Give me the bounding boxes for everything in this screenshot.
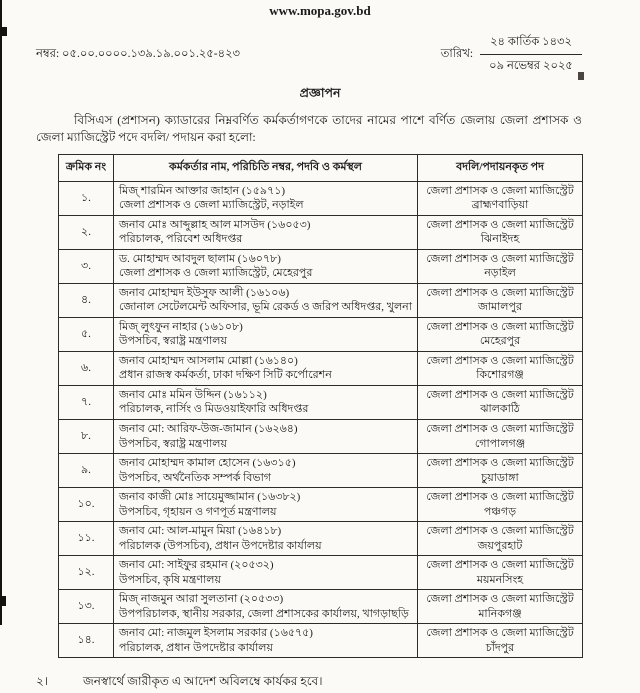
officer-cell: [114, 488, 418, 522]
posted-district: চাঁদপুর: [485, 641, 515, 654]
officer-name: মিজ্ নাজমুন আরা সুলতানা (২০৫৩৩): [119, 593, 284, 606]
officer-name: জনাব মোঃ আব্দুল্লাহ আল মাসউদ (১৬০৫৩): [119, 218, 311, 231]
serial-cell: ২.: [59, 215, 114, 249]
officer-current-post: পরিচালক, প্রধান উপদেষ্টার কার্যালয়: [119, 641, 273, 654]
officer-name: জনাব কাজী মোঃ সায়েমুজ্জামান (১৬৩৮২): [119, 491, 301, 504]
posted-district: গোপালগঞ্জ: [474, 437, 526, 450]
document-title: প্রজ্ঞাপন: [299, 86, 341, 100]
officer-name: মিজ্ শারমিন আক্তার জাহান (১৫৯৭১): [119, 184, 286, 197]
header-posted: বদলি/পদায়নকৃত পদ: [418, 154, 583, 181]
officer-current-post: পরিচালক, পরিবেশ অধিদপ্তর: [119, 233, 243, 246]
posted-title: জেলা প্রশাসক ও জেলা ম্যাজিস্ট্রেট: [426, 525, 574, 538]
memo-number-label: নম্বর:: [36, 48, 60, 60]
clause-number: ২।: [36, 674, 49, 689]
posted-title: জেলা প্রশাসক ও জেলা ম্যাজিস্ট্রেট: [426, 491, 574, 504]
posted-title: জেলা প্রশাসক ও জেলা ম্যাজিস্ট্রেট: [426, 184, 574, 197]
posted-title: জেলা প্রশাসক ও জেলা ম্যাজিস্ট্রেট: [426, 423, 574, 435]
serial-cell: ৪.: [59, 283, 114, 317]
officer-cell: [114, 556, 418, 590]
posted-cell: [418, 351, 583, 385]
officer-current-post: জেলা প্রশাসক ও জেলা ম্যাজিস্ট্রেট, মেহেরপুর: [119, 267, 313, 280]
officer-current-post: উপসচিব, গৃহায়ন ও গণপূর্ত মন্ত্রণালয়: [119, 505, 277, 518]
officer-name: ড. মোহাম্মদ আবদুল ছালাম (১৬০৭৮): [119, 252, 281, 265]
officer-current-post: জোনাল সেটেলমেন্ট অফিসার, ভূমি রেকর্ড ও জরিপ অধিদপ্তর, খুলনা: [119, 301, 412, 314]
serial-cell: ৭.: [59, 385, 114, 419]
table-row: [59, 522, 583, 556]
table-row: [59, 385, 583, 419]
officer-current-post: পরিচালক (উপসচিব), প্রধান উপদেষ্টার কার্যালয়: [119, 539, 322, 552]
posted-district: চুয়াডাঙ্গা: [481, 471, 519, 484]
table-row: [59, 624, 583, 658]
date-stack: [480, 33, 582, 76]
posted-cell: [418, 181, 583, 215]
posted-district: ঝিনাইদহ: [480, 233, 520, 246]
posted-title: জেলা প্রশাসক ও জেলা ম্যাজিস্ট্রেট: [426, 627, 574, 640]
officer-name: মিজ্ লুৎফুন নাহার (১৬১০৮): [119, 320, 243, 333]
officer-cell: [114, 249, 418, 283]
posted-cell: [418, 249, 583, 283]
posted-district: মানিকগঞ্জ: [478, 607, 522, 620]
officer-cell: [114, 522, 418, 556]
serial-cell: ১.: [59, 181, 114, 215]
posted-title: জেলা প্রশাসক ও জেলা ম্যাজিস্ট্রেট: [426, 457, 574, 470]
posted-district: ঝালকাঠি: [480, 403, 520, 416]
posted-title: জেলা প্রশাসক ও জেলা ম্যাজিস্ট্রেট: [426, 218, 574, 231]
officer-current-post: উপসচিব, স্বরাষ্ট্র মন্ত্রণালয়: [119, 437, 227, 450]
date-label: তারিখ:: [440, 48, 474, 60]
officer-cell: [114, 590, 418, 624]
header-serial: ক্রমিক নং: [59, 154, 114, 181]
table-row: [59, 351, 583, 385]
serial-cell: ৬.: [59, 351, 114, 385]
posted-cell: [418, 385, 583, 419]
officer-current-post: উপপরিচালক, স্থানীয় সরকার, জেলা প্রশাসকের কার্যালয়, খাগড়াছড়ি: [119, 607, 409, 620]
officer-name: জনাব মোহাম্মদ আসলাম মোল্লা (১৬১৪০): [119, 354, 298, 367]
scan-edge-artifact: [0, 0, 2, 625]
officer-name: জনাব মো: আরিফ-উজ-জামান (১৬২৬৪): [119, 423, 298, 435]
header-officer: কর্মকর্তার নাম, পরিচিতি নম্বর, পদবি ও কর্মস্থল: [114, 154, 418, 181]
officer-cell: [114, 317, 418, 351]
date-block: [441, 33, 582, 76]
posted-district: কিশোরগঞ্জ: [476, 369, 524, 382]
date-gregorian: ০৯ নভেম্বর ২০২৫: [489, 60, 573, 72]
officer-cell: [114, 283, 418, 317]
scan-artifact: [0, 596, 6, 606]
officer-current-post: জেলা প্রশাসক ও জেলা ম্যাজিস্ট্রেট, নড়াইল: [119, 199, 304, 212]
table-row: [59, 215, 583, 249]
serial-cell: ১৩.: [59, 590, 114, 624]
posted-cell: [418, 317, 583, 351]
posted-cell: [418, 488, 583, 522]
posted-cell: [418, 522, 583, 556]
memo-row: [36, 33, 582, 76]
transfer-table: [58, 154, 583, 658]
posted-cell: [418, 454, 583, 488]
table-row: [59, 317, 583, 351]
memo-number-value: ০৫.০০.০০০০.১৩৯.১৯.০০১.২৫-৪২৩: [62, 48, 241, 60]
posted-title: জেলা প্রশাসক ও জেলা ম্যাজিস্ট্রেট: [426, 559, 574, 572]
officer-cell: [114, 454, 418, 488]
posted-title: জেলা প্রশাসক ও জেলা ম্যাজিস্ট্রেট: [426, 320, 574, 333]
serial-cell: ১২.: [59, 556, 114, 590]
officer-name: জনাব মো: আল-মামুন মিয়া (১৬৪১৮): [119, 525, 282, 538]
serial-cell: ৩.: [59, 249, 114, 283]
clause-text: জনস্বার্থে জারীকৃত এ আদেশ অবিলম্বে কার্যকর হবে।: [83, 674, 323, 689]
officer-current-post: পরিচালক, নার্সিং ও মিডওয়াইফারি অধিদপ্তর: [119, 403, 309, 416]
website-header: www.mopa.gov.bd: [269, 3, 371, 18]
table-row: [59, 249, 583, 283]
officer-cell: [114, 181, 418, 215]
posted-title: জেলা প্রশাসক ও জেলা ম্যাজিস্ট্রেট: [426, 354, 574, 367]
officer-name: জনাব মোহাম্মদ ইউসুফ আলী (১৬১০৬): [119, 286, 290, 299]
officer-name: জনাব মোহাম্মদ কামাল হোসেন (১৬৩১৫): [119, 457, 296, 470]
serial-cell: ৯.: [59, 454, 114, 488]
posted-cell: [418, 420, 583, 454]
posted-district: ময়মনসিংহ: [476, 573, 524, 586]
officer-current-post: উপসচিব, স্বরাষ্ট্র মন্ত্রণালয়: [119, 335, 227, 348]
serial-cell: ১০.: [59, 488, 114, 522]
posted-district: নড়াইল: [484, 267, 516, 280]
intro-paragraph: বিসিএস (প্রশাসন) ক্যাডারের নিম্নবর্ণিত কর্মকর্তাগণকে তাদের নামের পাশে বর্ণিত জেলায় জেলা প্রশাসক ও জেলা ম্যাজিস্ট্রেট পদে বদলি/ পদায়ন করা হলো:: [36, 113, 582, 145]
scan-artifact: [0, 27, 7, 36]
posted-district: মেহেরপুর: [479, 335, 521, 348]
officer-cell: [114, 420, 418, 454]
officer-cell: [114, 385, 418, 419]
date-bangla: ২৪ কার্তিক ১৪৩২: [480, 33, 582, 55]
posted-district: ব্রাহ্মণবাড়িয়া: [471, 199, 529, 212]
officer-current-post: উপসচিব, অর্থনৈতিক সম্পর্ক বিভাগ: [119, 471, 272, 484]
officer-name: জনাব মোঃ মমিন উদ্দিন (১৬১১২): [119, 388, 267, 401]
posted-district: পঞ্চগড়: [483, 505, 517, 518]
officer-name: জনাব মো: সাইফুর রহমান (২০৫৩২): [119, 559, 274, 572]
posted-title: জেলা প্রশাসক ও জেলা ম্যাজিস্ট্রেট: [426, 593, 574, 606]
footer-clause: [36, 673, 604, 693]
table-row: [59, 590, 583, 624]
officer-current-post: প্রধান রাজস্ব কর্মকর্তা, ঢাকা দক্ষিণ সিটি কর্পোরেশন: [119, 369, 332, 382]
table-row: [59, 488, 583, 522]
posted-cell: [418, 283, 583, 317]
table-row: [59, 283, 583, 317]
table-row: [59, 420, 583, 454]
posted-title: জেলা প্রশাসক ও জেলা ম্যাজিস্ট্রেট: [426, 252, 574, 265]
posted-cell: [418, 624, 583, 658]
officer-name: জনাব মো: নাজমুল ইসলাম সরকার (১৬৫৭৫): [119, 627, 313, 640]
officer-cell: [114, 624, 418, 658]
table-row: [59, 454, 583, 488]
memo-number-line: [36, 45, 240, 64]
serial-cell: ১৪.: [59, 624, 114, 658]
posted-cell: [418, 590, 583, 624]
posted-title: জেলা প্রশাসক ও জেলা ম্যাজিস্ট্রেট: [426, 286, 574, 299]
serial-cell: ১১.: [59, 522, 114, 556]
table-row: [59, 556, 583, 590]
posted-district: জয়পুরহাট: [477, 539, 523, 552]
scan-artifact: [578, 72, 584, 80]
table-body: [59, 181, 583, 657]
table-header-row: [59, 154, 583, 181]
officer-cell: [114, 351, 418, 385]
table-row: [59, 181, 583, 215]
serial-cell: ৫.: [59, 317, 114, 351]
officer-current-post: উপসচিব, কৃষি মন্ত্রণালয়: [119, 573, 221, 586]
posted-cell: [418, 556, 583, 590]
serial-cell: ৮.: [59, 420, 114, 454]
posted-district: জামালপুর: [477, 301, 523, 314]
posted-cell: [418, 215, 583, 249]
officer-cell: [114, 215, 418, 249]
posted-title: জেলা প্রশাসক ও জেলা ম্যাজিস্ট্রেট: [426, 388, 574, 401]
